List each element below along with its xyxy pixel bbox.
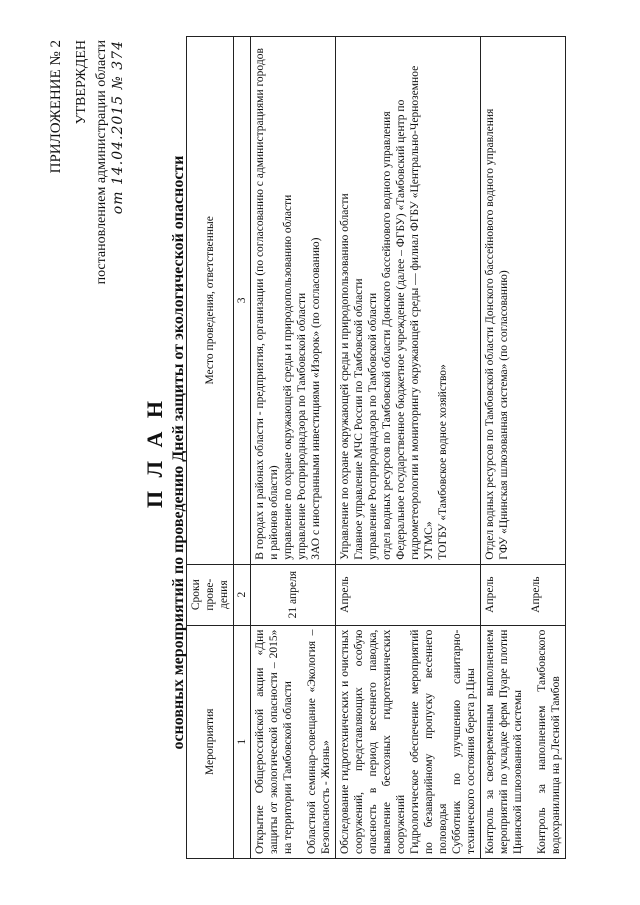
event-item: Контроль за своевременным выполнением мероприятий по укладке ферм Пуаре плотин Цнинской шлюзованной системы <box>484 629 524 854</box>
event-cell <box>336 625 481 858</box>
place-item: Отдел водных ресурсов по Тамбовской области Донского бассейнового водного управления <box>484 108 496 560</box>
place-cell <box>251 37 336 565</box>
col-number-2: 2 <box>234 564 251 625</box>
term-cell: Апрель <box>336 564 481 625</box>
place-item: ТОГБУ «Тамбовское водное хозяйство» <box>437 364 449 560</box>
term-cell <box>481 564 566 625</box>
place-item: управление по охране окружающей среды и природопользованию области <box>282 194 294 560</box>
appendix-number: ПРИЛОЖЕНИЕ № 2 <box>48 40 64 174</box>
event-cell <box>251 625 336 858</box>
event-cell <box>481 625 566 858</box>
event-item: Областной семинар-совещание «Экология – Безопасность - Жизнь» <box>306 629 332 854</box>
place-item: Главное управление МЧС России по Тамбовской области <box>353 278 365 560</box>
term-item: Апрель <box>530 576 542 613</box>
column-number-row <box>234 37 251 859</box>
place-item: В городах и районах области - предприятия, организации (по согласованию с администрациями городов и районов области) <box>254 48 280 560</box>
col-number-3: 3 <box>234 37 251 565</box>
place-item: Федеральное государственное бюджетное учреждение (далее – ФГБУ) «Тамбовский центр по гидрометеорологии и мониторингу окружающей среды — филиал ФГБУ «Центрально-Черноземное УГМС» <box>395 65 435 560</box>
event-item: Субботник по улучшению санитарно-технического состояния берега р.Цны <box>451 629 477 854</box>
plan-table <box>186 36 566 859</box>
col-number-1: 1 <box>234 625 251 858</box>
approval-block <box>48 40 127 284</box>
place-cell <box>481 37 566 565</box>
place-item: отдел водных ресурсов по Тамбовской области Донского бассейнового водного управления <box>381 111 393 560</box>
document-title <box>142 0 188 905</box>
place-item: управление Росприроднадзора по Тамбовской области <box>296 292 308 560</box>
header-terms: Сроки прове-дения <box>187 564 234 625</box>
table-row <box>336 37 481 859</box>
place-item: ГФУ «Цнинская шлюзованная система» (по согласованию) <box>498 270 510 560</box>
event-item: Гидрологическое обеспечение мероприятий по безаварийному пропуску весеннего половодья <box>409 629 449 854</box>
plan-subtitle: основных мероприятий по проведению Дней защиты от экологической опасности <box>170 155 187 750</box>
event-item: Обследование гидротехнических и очистных сооружений, представляющих особую опасность в период весеннего паводка, выявление бесхозных гидротехнических сооружений <box>339 629 407 854</box>
table-row <box>481 37 566 859</box>
term-item: Апрель <box>484 576 496 613</box>
header-place: Место проведения, ответственные <box>187 37 234 565</box>
place-item: ЗАО с иностранными инвестициями «Изорок» (по согласованию) <box>310 237 322 560</box>
table-row <box>251 37 336 859</box>
header-events: Мероприятия <box>187 625 234 858</box>
approved-label: УТВЕРЖДЕН <box>74 40 89 125</box>
header-row <box>187 37 234 859</box>
place-cell <box>336 37 481 565</box>
decree-line: постановлением администрации области <box>94 40 109 285</box>
decree-date-handwritten: от 14.04.2015 № 374 <box>110 40 126 215</box>
term-cell: 21 апреля <box>251 564 336 625</box>
place-item: Управление по охране окружающей среды и природопользованию области <box>339 193 351 560</box>
event-item: Контроль за наполнением Тамбовского водохранилища на р.Лесной Тамбов <box>536 629 562 854</box>
place-item: управление Росприроднадзора по Тамбовской области <box>367 292 379 560</box>
event-item: Открытие Общероссийской акции «Дни защиты от экологической опасности – 2015» на территории Тамбовской области <box>254 629 294 854</box>
plan-title: П Л А Н <box>142 397 167 509</box>
